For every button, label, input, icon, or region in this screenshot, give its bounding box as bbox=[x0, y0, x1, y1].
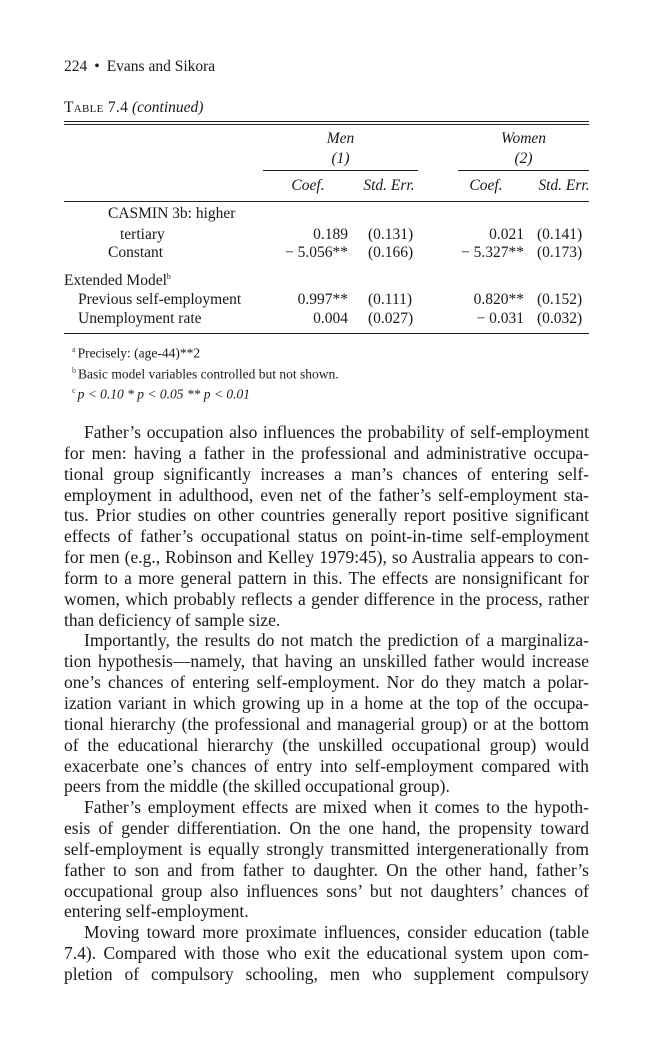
text-line: Importantly, the results do not match the prediction of a marginaliza- bbox=[84, 630, 589, 651]
table-label: Table 7.4 bbox=[64, 99, 129, 116]
table-header-rule bbox=[64, 201, 589, 202]
men-stderr-value: (0.111) bbox=[368, 291, 413, 308]
text-line: employment in adulthood, even net of the father’s self-employment sta- bbox=[64, 484, 589, 505]
text-line: self-employment is equally strongly transmitted intergenerationally from bbox=[64, 838, 589, 859]
group-number-men: (1) bbox=[331, 150, 350, 167]
text-line: peers from the middle (the skilled occupational group). bbox=[64, 776, 450, 797]
group-underline-women bbox=[458, 170, 589, 171]
text-line: form to a more general pattern in this. The effects are nonsignificant for bbox=[64, 567, 589, 588]
row-label: CASMIN 3b: higher bbox=[108, 205, 236, 222]
table-top-rule-2 bbox=[64, 124, 589, 125]
text-line: for men (e.g., Robinson and Kelley 1979:45), so Australia appears to con- bbox=[64, 547, 589, 568]
group-underline-men bbox=[263, 170, 418, 171]
table-caption-note: (continued) bbox=[132, 99, 204, 116]
text-line: father to son and from father to daughter. On the other hand, father’s bbox=[64, 859, 589, 880]
text-line: pletion of compulsory schooling, men who supplement compulsory bbox=[64, 963, 589, 984]
text-line: esis of gender differentiation. On the one hand, the propensity toward bbox=[64, 818, 589, 839]
table-top-rule bbox=[64, 121, 589, 122]
col-header-men-coef: Coef. bbox=[291, 177, 325, 194]
col-header-men-stderr: Std. Err. bbox=[363, 177, 415, 194]
women-stderr-value: (0.141) bbox=[537, 226, 583, 243]
men-stderr-value: (0.027) bbox=[368, 310, 414, 327]
text-line: tional group significantly increases a man’s chances of entering self- bbox=[64, 463, 589, 484]
table-note: $^a$ Precisely: (age-44)**2 bbox=[72, 345, 201, 361]
men-stderr-value: (0.166) bbox=[368, 244, 414, 261]
row-label: Previous self-employment bbox=[78, 291, 242, 308]
row-label: tertiary bbox=[120, 226, 165, 243]
text-line: occupational group also influences sons’ but not daughters’ chances of bbox=[64, 880, 589, 901]
text-line: 7.4). Compared with those who exit the educational system upon com- bbox=[64, 943, 589, 964]
women-coef-value: 0.820** bbox=[473, 291, 524, 308]
section-label: Extended Model$^b$ bbox=[64, 272, 171, 290]
footnote-mark: b bbox=[166, 272, 171, 281]
text-line: effects of father’s occupational status on point-in-time self-employment bbox=[64, 526, 589, 547]
row-label: Constant bbox=[108, 244, 164, 261]
group-number-women: (2) bbox=[514, 150, 533, 167]
men-coef-value: − 5.056** bbox=[285, 244, 348, 261]
women-stderr-value: (0.032) bbox=[537, 310, 583, 327]
table-notes bbox=[72, 341, 339, 403]
text-line: tus. Prior studies on other countries generally report positive significant bbox=[64, 505, 589, 526]
page-number: 224 bbox=[64, 58, 88, 75]
group-header-men: Men bbox=[326, 130, 355, 147]
table-note: $^c$ p < 0.10 * p < 0.05 ** p < 0.01 bbox=[72, 386, 251, 402]
men-coef-value: 0.004 bbox=[313, 310, 348, 327]
text-line: Moving toward more proximate influences, consider education (table bbox=[84, 922, 589, 943]
running-head-authors: Evans and Sikora bbox=[106, 58, 216, 75]
group-header-women: Women bbox=[500, 130, 547, 147]
text-line: women, which probably reflects a gender difference in the process, rather bbox=[64, 588, 589, 609]
text-line: Father’s occupation also influences the probability of self-employment bbox=[84, 422, 589, 442]
text-line: Father’s employment effects are mixed when it comes to the hypoth- bbox=[84, 797, 589, 818]
bullet-separator: • bbox=[94, 58, 100, 75]
table-bottom-rule bbox=[64, 333, 589, 334]
women-stderr-value: (0.152) bbox=[537, 291, 583, 308]
men-coef-value: 0.997** bbox=[297, 291, 348, 308]
men-coef-value: 0.189 bbox=[313, 226, 348, 243]
text-line: than deficiency of sample size. bbox=[64, 609, 281, 630]
text-line: tion hypothesis—namely, that having an unskilled father would increase bbox=[64, 651, 589, 672]
women-coef-value: − 5.327** bbox=[461, 244, 524, 261]
text-line: entering self-employment. bbox=[64, 901, 249, 922]
table-note: $^b$ Basic model variables controlled but not shown. bbox=[72, 365, 339, 381]
text-line: exacerbate one’s chances of entry into self-employment compared with bbox=[64, 755, 589, 776]
men-stderr-value: (0.131) bbox=[368, 226, 414, 243]
text-line: tional hierarchy (the professional and managerial group) or at the bottom bbox=[64, 713, 589, 734]
text-line: one’s chances of entering self-employment. Nor do they match a polar- bbox=[64, 672, 589, 693]
table-caption bbox=[64, 99, 203, 117]
text-line: of the educational hierarchy (the unskilled occupational group) would bbox=[64, 734, 589, 755]
women-coef-value: 0.021 bbox=[489, 226, 524, 243]
text-line: ization variant in which growing up in a home at the top of the occupa- bbox=[64, 692, 589, 713]
body-text bbox=[64, 422, 589, 985]
col-header-women-coef: Coef. bbox=[469, 177, 503, 194]
text-line: for men: having a father in the professional and administrative occupa- bbox=[64, 442, 589, 463]
running-head bbox=[64, 58, 215, 76]
row-label: Unemployment rate bbox=[78, 310, 202, 327]
col-header-women-stderr: Std. Err. bbox=[538, 177, 590, 194]
women-coef-value: − 0.031 bbox=[476, 310, 524, 327]
women-stderr-value: (0.173) bbox=[537, 244, 583, 261]
